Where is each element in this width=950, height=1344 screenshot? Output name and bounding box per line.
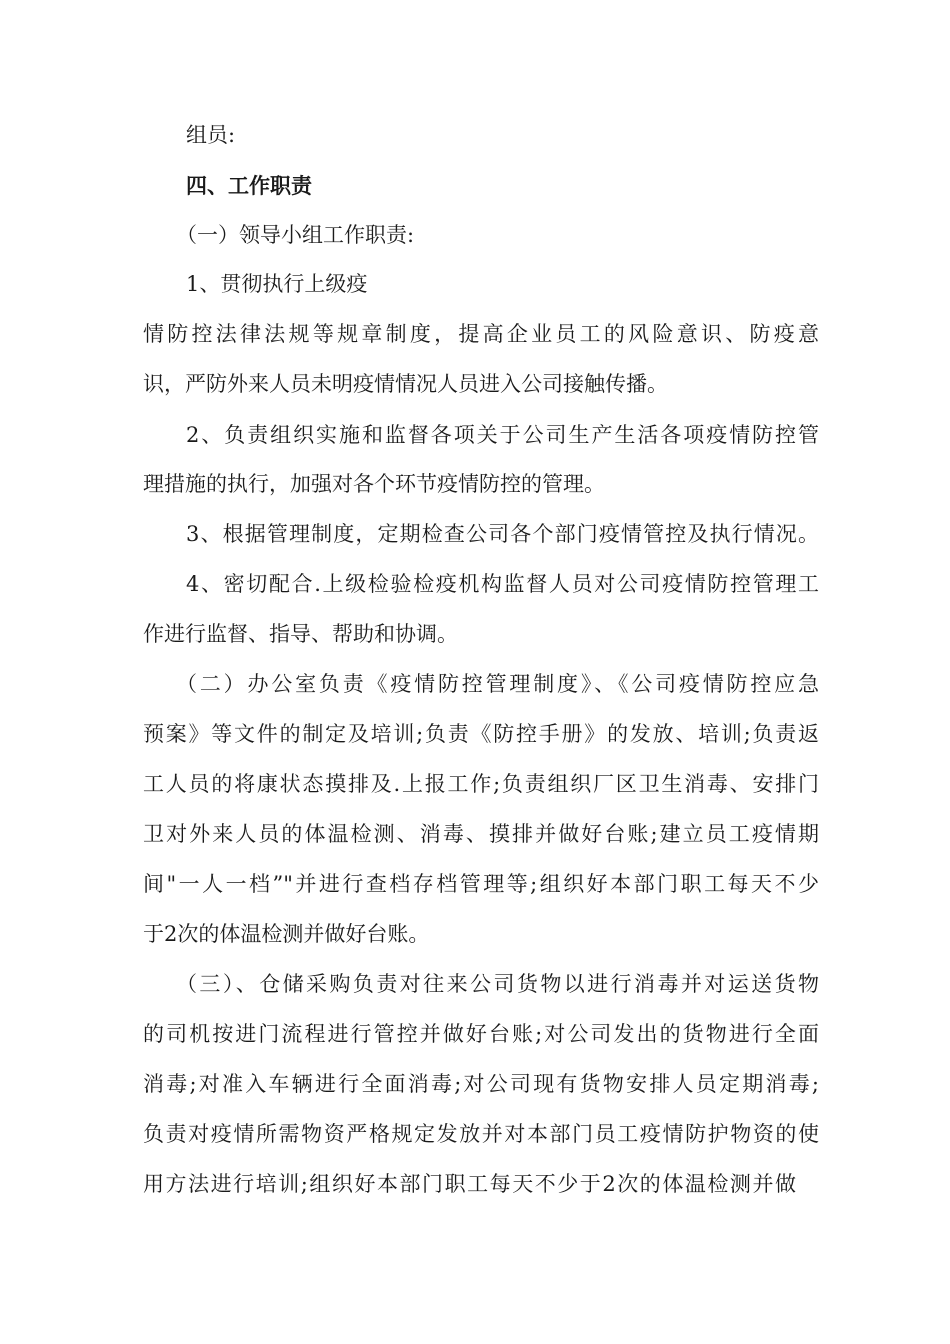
paragraph-line: 于2次的体温检测并做好台账。 (143, 922, 430, 946)
paragraph-line: 4、密切配合.上级检验检疫机构监督人员对公司疫情防控管理工 (186, 572, 819, 596)
paragraph-line: 卫对外来人员的体温检测、消毒、摸排并做好台账;建立员工疫情期 (143, 822, 819, 846)
subheading-leadership-duties: （一）领导小组工作职责: (176, 223, 415, 247)
paragraph-line: 3、根据管理制度，定期检查公司各个部门疫情管控及执行情况。 (186, 522, 819, 546)
paragraph-line: （二）办公室负责《疫情防控管理制度》、《公司疫情防控应急 (176, 672, 819, 696)
paragraph-line: 负责对疫情所需物资严格规定发放并对本部门员工疫情防护物资的使 (143, 1122, 819, 1146)
paragraph-line: 间"一人一档”"并进行查档存档管理等;组织好本部门职工每天不少 (143, 872, 819, 896)
section-heading-duties: 四、工作职责 (186, 174, 312, 198)
paragraph-line: 用方法进行培训;组织好本部门职工每天不少于2次的体温检测并做 (143, 1172, 796, 1196)
paragraph-line: 2、负责组织实施和监督各项关于公司生产生活各项疫情防控管 (186, 423, 819, 447)
paragraph-line: 的司机按进门流程进行管控并做好台账;对公司发出的货物进行全面 (143, 1022, 819, 1046)
paragraph-line: 1、贯彻执行上级疫 (186, 272, 368, 296)
paragraph-line: 作进行监督、指导、帮助和协调。 (143, 622, 458, 646)
paragraph-line: 情防控法律法规等规章制度，提高企业员工的风险意识、防疫意 (143, 322, 819, 346)
paragraph-line: （三）、仓储采购负责对往来公司货物以进行消毒并对运送货物 (176, 972, 819, 996)
paragraph-line-members: 组员: (186, 123, 236, 147)
paragraph-line: 识，严防外来人员未明疫情情况人员进入公司接触传播。 (143, 372, 668, 396)
paragraph-line: 工人员的将康状态摸排及.上报工作;负责组织厂区卫生消毒、安排门 (143, 772, 819, 796)
paragraph-line: 预案》等文件的制定及培训;负责《防控手册》的发放、培训;负责返 (143, 722, 819, 746)
paragraph-line: 消毒;对准入车辆进行全面消毒;对公司现有货物安排人员定期消毒; (143, 1072, 819, 1096)
paragraph-line: 理措施的执行，加强对各个环节疫情防控的管理。 (143, 472, 605, 496)
